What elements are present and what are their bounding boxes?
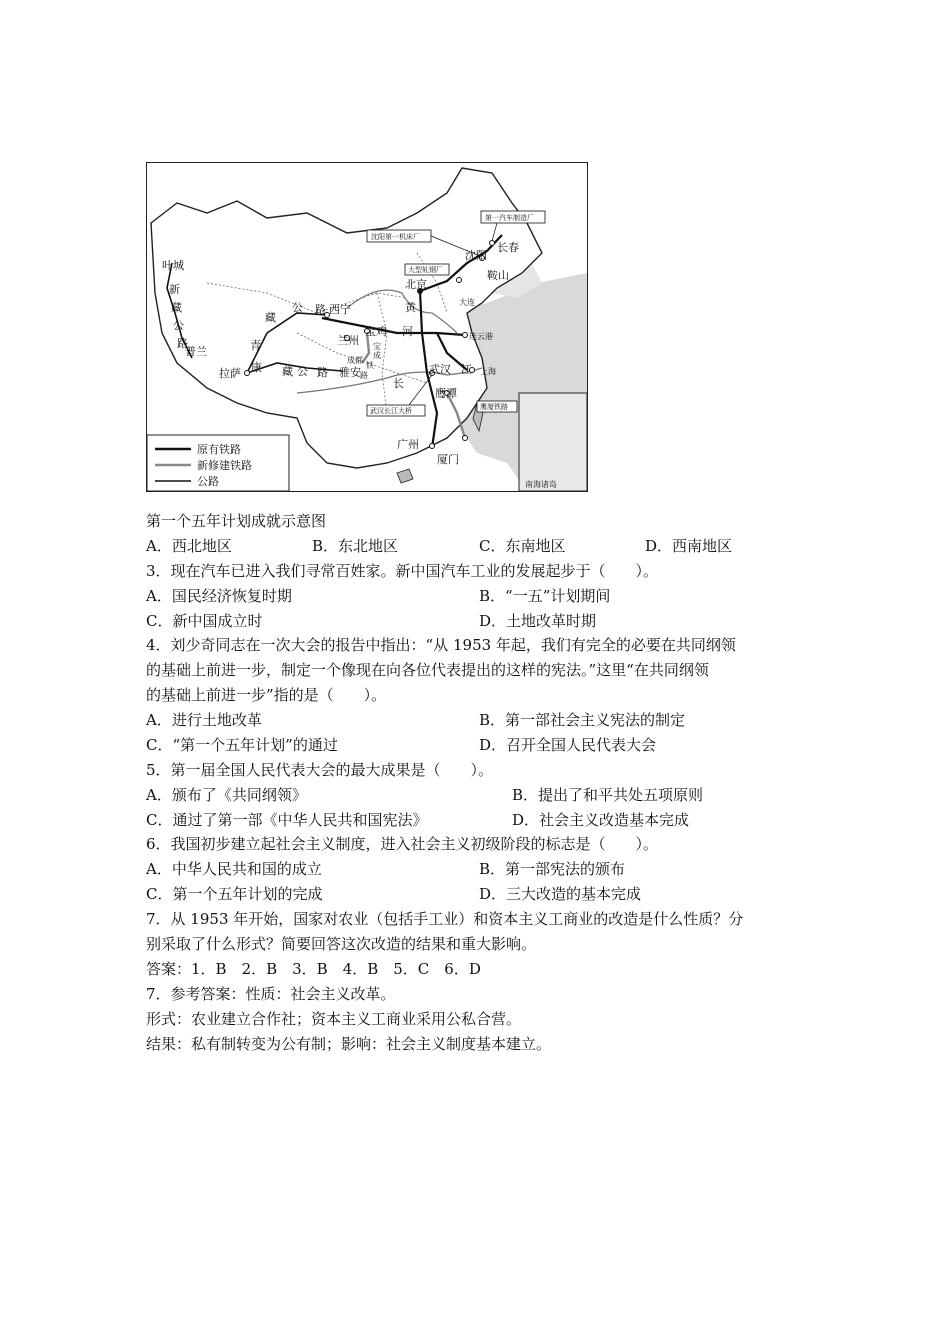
river-char: 黄 [405,301,416,314]
achievement-map [146,162,588,492]
place-label: 成都 [347,356,363,365]
road-char: 康 [251,361,262,374]
place-label: 大连 [459,298,475,307]
city-dot [430,444,435,449]
legend-label: 公路 [197,475,219,488]
south-sea-inset [519,393,587,491]
river-char: 长 [393,377,404,390]
question-4-line3: 的基础上前进一步”指的是（ ）。 [146,686,387,704]
q4-option-c: C．“第一个五年计划”的通过 [146,736,338,754]
road-char: 路 [177,337,188,350]
river-char: 河 [402,325,413,338]
place-label: 上海 [480,367,496,376]
question-3: 3．现在汽车已进入我们寻常百姓家。新中国汽车工业的发展起步于（ ）。 [146,562,659,580]
legend-label: 新修建铁路 [197,459,252,472]
answer-key: 答案：1．B 2．B 3．B 4．B 5．C 6．D [146,960,481,978]
city-dot [463,436,468,441]
city-dot [245,371,250,376]
place-label: 拉萨 [219,367,241,380]
question-7-line1: 7．从 1953 年开始，国家对农业（包括手工业）和资本主义工商业的改造是什么性质？分 [146,910,744,928]
road-char: 路 [315,303,326,316]
place-label: 南海诸岛 [525,480,557,489]
place-label: 沈阳 [465,249,487,262]
railway-char: 路 [360,371,368,380]
railway-char: 成 [373,351,381,360]
legend-label: 原有铁路 [197,443,241,456]
hainan [397,469,413,483]
question-4-line1: 4．刘少奇同志在一次大会的报告中指出：“从 1953 年起，我们有完全的必要在共同纲领 [146,636,736,654]
place-label: 厦门 [437,453,459,466]
road-char: 公 [297,365,308,378]
map-svg [147,163,587,491]
q6-option-b: B．第一部宪法的颁布 [479,860,626,878]
place-label: 鹰潭 [435,387,457,400]
q3-option-b: B．“一五”计划期间 [479,587,611,605]
q2-option-c: C．东南地区 [479,537,566,555]
river-char: 江 [461,363,472,376]
q6-option-d: D．三大改造的基本完成 [479,885,642,903]
question-4-line2: 的基础上前进一步，制定一个像现在向各位代表提出的这样的宪法。”这里“在共同纲领 [146,661,709,679]
q5-option-b: B．提出了和平共处五项原则 [512,786,704,804]
place-label: 兰州 [337,334,359,347]
road-char: 公 [173,319,184,332]
callout-label: 鹰厦铁路 [480,403,508,411]
answer-7-nature: 7．参考答案：性质：社会主义改革。 [146,985,396,1003]
place-label: 普兰 [185,345,207,358]
callout-label: 第一汽车制造厂 [485,214,534,222]
road-char: 藏 [282,365,293,378]
q2-option-b: B．东北地区 [312,537,399,555]
q3-option-d: D．土地改革时期 [479,612,597,630]
road-char: 新 [169,283,180,296]
q4-option-a: A．进行土地改革 [146,711,262,729]
q3-option-c: C．新中国成立时 [146,612,263,630]
road-char: 路 [317,366,328,379]
place-label: 北京 [405,278,427,291]
place-label: 宝鸡 [365,325,387,338]
place-label: 西宁 [329,303,351,316]
question-7-line2: 别采取了什么形式？简要回答这次改造的结果和重大影响。 [146,935,537,953]
road-char: 藏 [265,311,276,324]
q2-option-a: A．西北地区 [146,537,232,555]
callout-label: 沈阳第一机床厂 [371,233,420,241]
city-dot [457,278,462,283]
answer-7-result: 结果：私有制转变为公有制；影响：社会主义制度基本建立。 [146,1035,552,1053]
railway-char: 宝 [373,342,381,351]
callout-label: 大型轧钢厂 [408,266,443,274]
road-char: 青 [250,339,261,352]
question-5: 5．第一届全国人民代表大会的最大成果是（ ）。 [146,761,494,779]
place-label: 叶城 [162,259,184,272]
road-char: 藏 [171,301,182,314]
place-label: 雅安 [339,366,361,379]
map-caption: 第一个五年计划成就示意图 [146,512,327,530]
railway-char: 铁 [366,361,374,370]
place-label: 鞍山 [487,269,509,282]
place-label: 长春 [497,241,519,254]
q3-option-a: A．国民经济恢复时期 [146,587,292,605]
q5-option-c: C．通过了第一部《中华人民共和国宪法》 [146,811,428,829]
place-label: 连云港 [469,332,493,341]
city-dot [490,241,495,246]
callout-label: 武汉长江大桥 [370,407,412,415]
road-char: 公 [292,301,303,314]
q6-option-a: A．中华人民共和国的成立 [146,860,322,878]
place-label: 武汉 [429,363,451,376]
answer-7-form: 形式：农业建立合作社；资本主义工商业采用公私合营。 [146,1010,522,1028]
question-6: 6．我国初步建立起社会主义制度，进入社会主义初级阶段的标志是（ ）。 [146,835,659,853]
q6-option-c: C．第一个五年计划的完成 [146,885,323,903]
q2-option-d: D．西南地区 [645,537,733,555]
q5-option-d: D．社会主义改造基本完成 [512,811,690,829]
q4-option-d: D．召开全国人民代表大会 [479,736,657,754]
city-dot [463,333,468,338]
place-label: 广州 [397,438,419,451]
q5-option-a: A．颁布了《共同纲领》 [146,786,307,804]
q4-option-b: B．第一部社会主义宪法的制定 [479,711,686,729]
